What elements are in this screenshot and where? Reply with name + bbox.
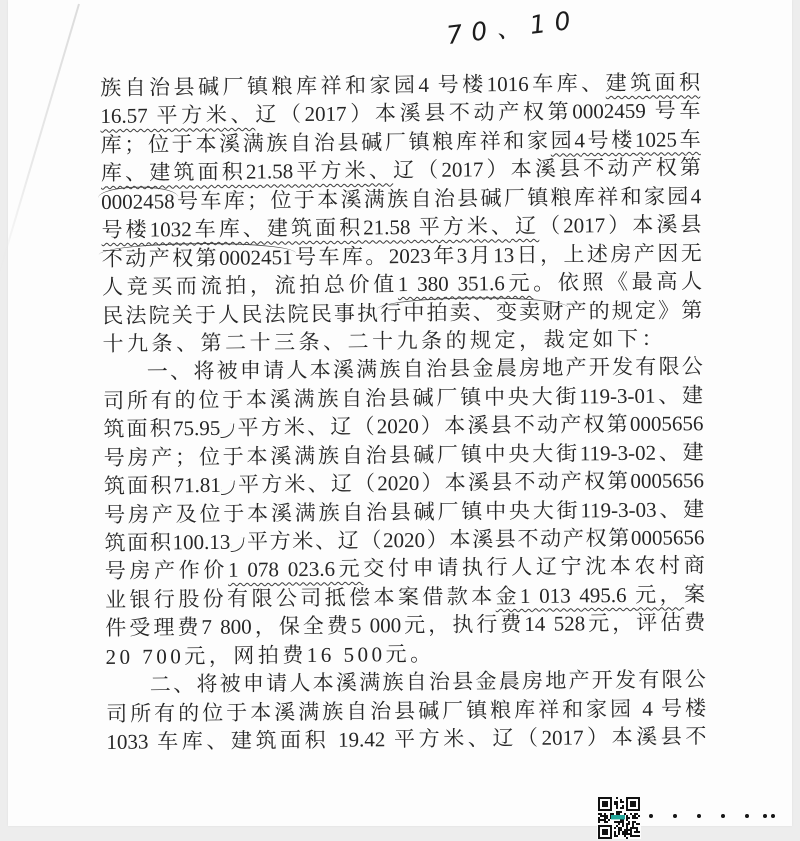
text-segment: 司所有的位于本溪满族自治县碱厂镇中央大街119-3-01、建 xyxy=(103,383,704,413)
text-segment: 筑面积71.81 xyxy=(103,472,221,499)
text-segment: 筑面积75.95 xyxy=(103,416,221,442)
text-segment: 号房产及位于本溪满族自治县碱厂镇中央大街119-3-03、建 xyxy=(104,496,705,527)
dot xyxy=(697,814,701,818)
text-segment: 号房产；位于本溪满族自治县碱厂镇中央大街119-3-02、建 xyxy=(103,439,704,470)
text-segment: 号车库；位于本溪满族自治县碱厂镇粮库祥和家园4 xyxy=(174,183,702,214)
text-segment: 交付申请执行人辽宁沈本农村商 xyxy=(363,553,705,581)
underlined-text: 建筑面积 xyxy=(605,70,701,96)
text-segment: 筑面积100.13 xyxy=(104,529,231,555)
text-segment: 。依照《最高人 xyxy=(533,269,703,295)
underlined-text: 1 078 023.6元 xyxy=(227,556,364,583)
underlined-text: 16.57 平方米、 xyxy=(100,102,256,129)
text-segment: 二、将被申请人本溪满族自治县金晨房地产开发有限公 xyxy=(149,667,706,697)
dot xyxy=(763,814,767,818)
text-segment: 案 xyxy=(683,582,706,607)
text-segment: 人竞买而流拍，流拍总价值 xyxy=(101,272,398,300)
handwritten-note: 70、10 xyxy=(444,4,582,51)
scanned-document-page xyxy=(8,0,792,826)
text-segment: 司所有的位于本溪满族自治县碱厂镇粮库祥和家园 4 号楼 xyxy=(106,695,707,726)
arc-marked-text: 0002458 xyxy=(101,189,175,214)
dot xyxy=(721,814,725,818)
text-segment: 库；位于本溪满族自治县碱厂镇粮库祥和家 xyxy=(100,128,551,157)
text-segment: 产的规定》第 xyxy=(565,297,703,324)
text-segment: 件受理费7 800，保全费5 000元，执行费14 528元，评估费 xyxy=(105,610,706,641)
arc-marked-text: 行中拍卖、变卖财 xyxy=(380,299,566,325)
document-body-text xyxy=(100,68,707,756)
underlined-text: 园4号楼1025车 xyxy=(550,127,701,153)
dot xyxy=(673,814,677,818)
text-segment: 业银行股份有限公司抵偿本案借款本 xyxy=(104,584,496,612)
text-segment: 民法院关于人民法院民事执 xyxy=(102,300,381,328)
text-segment: 号房产作价 xyxy=(104,558,229,584)
text-segment: 平方米、辽（2020）本溪县不动产权第0005656 xyxy=(245,525,705,554)
text-segment: 1033 车库、建筑面积 19.42 平方米、辽（2017）本溪县不 xyxy=(106,724,707,755)
text-segment: 族自治县碱厂镇粮库祥和家园4 号楼1016车库、 xyxy=(100,71,606,100)
dot xyxy=(771,814,775,818)
text-segment: 20 700元，网拍费16 500元。 xyxy=(105,641,435,669)
underlined-text: 库、建筑面积21.58平方米、 xyxy=(100,158,394,186)
dot xyxy=(649,814,653,818)
text-line xyxy=(105,609,705,643)
qr-code xyxy=(597,797,641,839)
underlined-text: 金1 013 495.6 元， xyxy=(495,582,685,609)
arc-marked-text: 不动产权第0002451 xyxy=(101,244,293,271)
text-line xyxy=(106,722,706,756)
page-edge-crease xyxy=(0,4,80,283)
text-segment: 辽（2017）本溪县不动产权第 xyxy=(392,155,702,183)
handwritten-tick-mark xyxy=(220,422,234,439)
handwritten-tick-mark xyxy=(230,536,244,553)
underlined-text: 1 380 351.6元 xyxy=(397,270,534,297)
text-segment: 号车库。2023年3月13日，上述房产因无 xyxy=(292,240,702,269)
dot xyxy=(745,814,749,818)
handwritten-tick-mark xyxy=(221,479,235,496)
text-segment: 十九条、第二十三条、二十九条的规定，裁定如下： xyxy=(102,326,667,356)
text-segment: 平方米、辽（2020）本溪县不动产权第0005656 xyxy=(235,411,704,440)
underlined-text: 号楼1032车库、建筑面积21.58 平方米、辽 xyxy=(101,213,540,243)
text-segment: 一、将被申请人本溪满族自治县金晨房地产开发有限公 xyxy=(146,354,703,384)
text-segment: （2017）本溪县 xyxy=(539,212,702,238)
text-segment: 平方米、辽（2020）本溪县不动产权第0005656 xyxy=(235,468,705,497)
text-segment: 辽（2017）本溪县不动产权第0002459 号车 xyxy=(255,98,701,127)
